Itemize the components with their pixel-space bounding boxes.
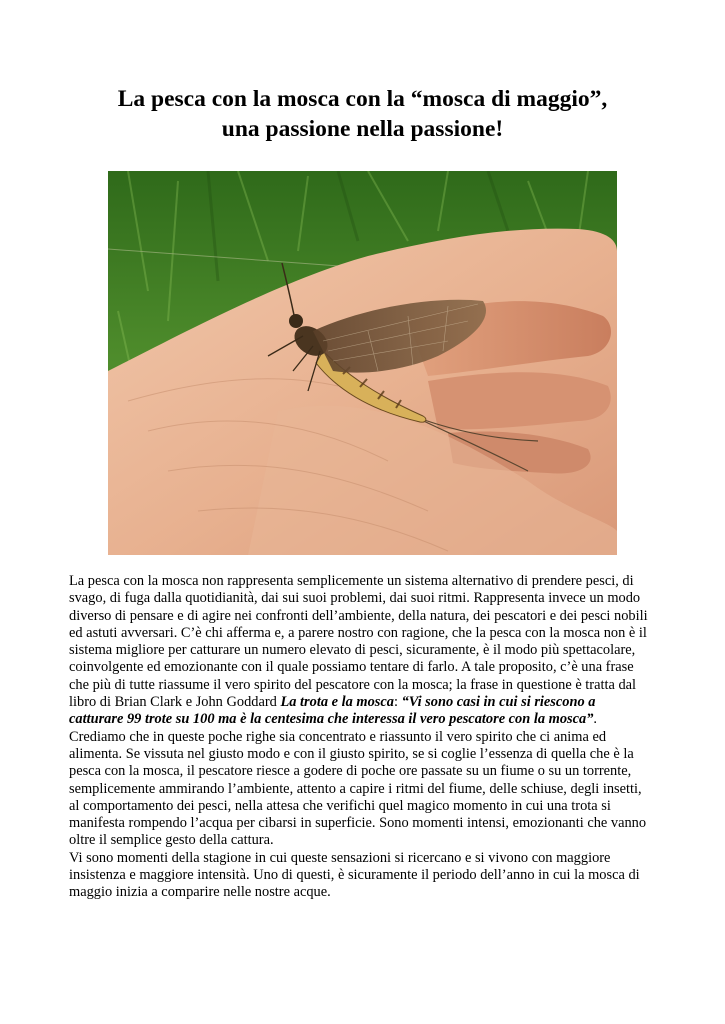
citation-colon: : [393,694,402,711]
body-line: diverso di pensare e di agire nei confronti dell’ambiente, della natura, dei pescatori e dei pesci nobili [69,607,648,624]
body-line: svago, di fuga dalla quotidianità, dai sui suoi problemi, dai suoi ritmi. Rappresenta invece un modo [69,590,641,607]
body-line: semplicemente ammirando l’ambiente, attento a capire i ritmi del fiume, delle schiuse, degli insetti, [69,780,642,797]
body-line-citation [69,694,669,711]
book-title: La trota e la mosca [280,694,394,711]
body-line: La pesca con la mosca non rappresenta semplicemente un sistema alternativo di prendere pesci, di [69,573,634,589]
body-line: insistenza e maggiore intensità. Uno di questi, è sicuramente il periodo dell’anno in cui la mosca di [69,867,640,884]
quote-end: catturare 99 trote su 100 ma è la centesima che interessa il vero pescatore con la mosca” [69,711,594,728]
title-line-2: una passione nella passione! [221,116,504,142]
mayfly-photo [108,171,617,555]
quote-period: . [593,711,598,728]
body-line: coinvolgente ed emozionante con il quale possiamo tentare di farlo. A tale proposito, c’è una frase [69,659,634,676]
citation-prefix: libro di Brian Clark e John Goddard [69,694,281,711]
page-title [40,84,685,144]
body-line: pesca con la mosca, il pescatore riesce a godere di poche ore passate su un fiume o su un torrente, [69,763,632,780]
body-line: Vi sono momenti della stagione in cui queste sensazioni si ricercano e si vivono con maggiore [69,849,611,866]
body-line: alimenta. Se vissuta nel giusto modo e con il giusto spirito, se si coglie l’essenza di quella che è la [69,745,634,762]
body-line: al comportamento dei pesci, nella attesa che verifichi quel magico momento in cui una trota si [69,797,611,814]
quote-start: “Vi sono casi in cui si riescono a [401,694,596,711]
body-line: che più di tutte riassume il vero spirito del pescatore con la mosca; la frase in questione è tratta dal [69,676,637,693]
body-line: ed astuti avversari. C’è chi afferma e, a parere nostro con ragione, che la pesca con la mosca non è il [69,624,647,641]
title-line-1: La pesca con la mosca con la “mosca di maggio”, [117,86,608,112]
body-line-quote [69,711,669,728]
body-line: maggio inizia a comparire nelle nostre acque. [69,884,331,901]
body-line: Crediamo che in queste poche righe sia concentrato e riassunto il vero spirito che ci anima ed [69,728,607,745]
article-body [69,573,669,902]
body-line: sistema migliore per catturare un numero elevato di pesci, sicuramente, è il modo più spettacolare, [69,642,636,659]
body-line: manifesta rompendo l’acqua per cibarsi in superficie. Sono momenti intensi, emozionanti che vanno [69,815,647,832]
body-line: oltre il semplice gesto della cattura. [69,832,274,849]
